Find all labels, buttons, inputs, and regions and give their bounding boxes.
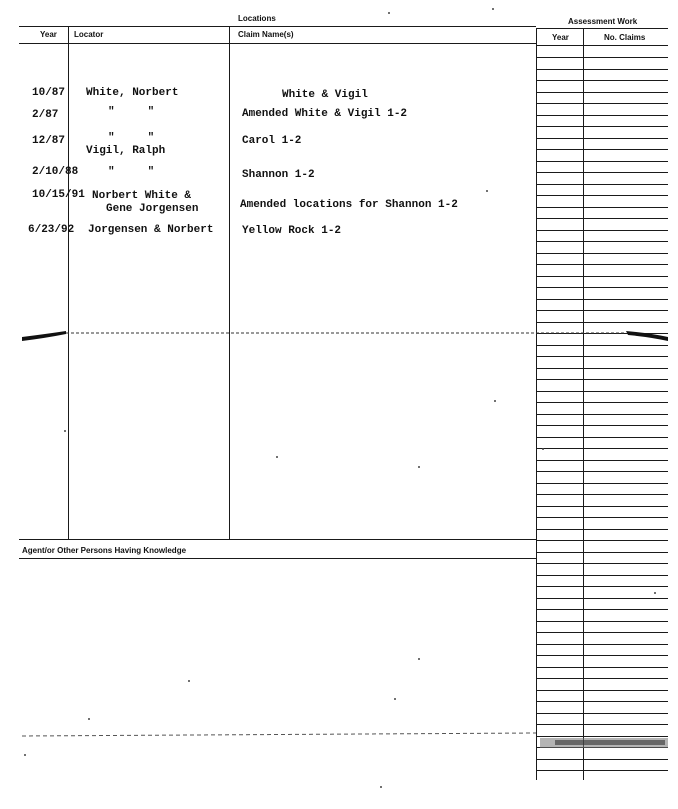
- aw-row-rule: [536, 241, 668, 242]
- aw-row-rule: [536, 322, 668, 323]
- scan-speck: [64, 430, 66, 432]
- scan-speck: [188, 680, 190, 682]
- scan-speck: [418, 658, 420, 660]
- aw-row-rule: [536, 287, 668, 288]
- assessment-work-header: Assessment Work: [568, 17, 638, 26]
- aw-header-top-rule: [536, 28, 668, 29]
- aw-row-rule: [536, 69, 668, 70]
- header-bottom-rule: [19, 43, 536, 44]
- entry-locator: Norbert White &: [92, 190, 192, 202]
- scan-speck: [494, 400, 496, 402]
- locations-bottom-rule: [19, 539, 536, 540]
- noise-band-2: [555, 740, 665, 745]
- entry-claim: Shannon 1-2: [242, 169, 315, 181]
- aw-row-rule: [536, 333, 668, 334]
- entry-locator: Jorgensen & Norbert: [88, 224, 214, 236]
- aw-row-rule: [536, 368, 668, 369]
- locator-column-header: Locator: [74, 30, 104, 39]
- aw-row-rule: [536, 161, 668, 162]
- locations-header: Locations: [238, 14, 276, 23]
- aw-row-rule: [536, 644, 668, 645]
- aw-row-rule: [536, 770, 668, 771]
- entry-claim: Amended White & Vigil 1-2: [242, 108, 408, 120]
- entry-locator-2: Gene Jorgensen: [106, 203, 199, 215]
- entry-claim: Amended locations for Shannon 1-2: [240, 199, 458, 211]
- agent-bottom-rule: [19, 558, 536, 559]
- aw-row-rule: [536, 126, 668, 127]
- entry-year: 2/10/88: [32, 166, 79, 178]
- aw-row-rule: [536, 540, 668, 541]
- aw-row-rule: [536, 736, 668, 737]
- aw-row-rule: [536, 690, 668, 691]
- aw-row-rule: [536, 138, 668, 139]
- aw-row-rule: [536, 184, 668, 185]
- aw-row-rule: [536, 195, 668, 196]
- aw-row-rule: [536, 471, 668, 472]
- aw-row-rule: [536, 552, 668, 553]
- aw-row-rule: [536, 379, 668, 380]
- entry-year: 12/87: [32, 135, 66, 147]
- aw-claims-column-header: No. Claims: [604, 33, 646, 42]
- aw-row-rule: [536, 425, 668, 426]
- aw-row-rule: [536, 701, 668, 702]
- aw-row-rule: [536, 517, 668, 518]
- aw-row-rule: [536, 609, 668, 610]
- aw-row-rule: [536, 345, 668, 346]
- scan-speck: [542, 448, 544, 450]
- scan-speck: [394, 698, 396, 700]
- entry-claim: Carol 1-2: [242, 135, 302, 147]
- aw-row-rule: [536, 57, 668, 58]
- aw-row-rule: [536, 667, 668, 668]
- scan-speck: [24, 754, 26, 756]
- entry-year: 6/23/92: [28, 224, 75, 236]
- aw-row-rule: [536, 759, 668, 760]
- aw-row-rule: [536, 575, 668, 576]
- scan-speck: [388, 12, 390, 14]
- scan-speck: [654, 592, 656, 594]
- aw-row-rule: [536, 655, 668, 656]
- entry-claim: Yellow Rock 1-2: [242, 225, 342, 237]
- aw-row-rule: [536, 586, 668, 587]
- aw-row-rule: [536, 632, 668, 633]
- aw-row-rule: [536, 724, 668, 725]
- entry-locator: White, Norbert: [86, 87, 179, 99]
- aw-row-rule: [536, 414, 668, 415]
- aw-row-rule: [536, 747, 668, 748]
- aw-header-bottom-rule: [536, 45, 668, 46]
- bottom-dash-line: [22, 733, 536, 736]
- aw-row-rule: [536, 356, 668, 357]
- header-top-rule: [19, 26, 536, 27]
- aw-row-rule: [536, 115, 668, 116]
- aw-row-rule: [536, 391, 668, 392]
- aw-row-rule: [536, 713, 668, 714]
- agent-label: Agent/or Other Persons Having Knowledge: [22, 546, 187, 555]
- aw-row-rule: [536, 149, 668, 150]
- aw-row-rule: [536, 80, 668, 81]
- aw-row-rule: [536, 678, 668, 679]
- scan-speck: [276, 456, 278, 458]
- aw-row-rule: [536, 310, 668, 311]
- aw-year-column-header: Year: [552, 33, 569, 42]
- entry-locator-2: Vigil, Ralph: [86, 145, 166, 157]
- aw-row-rule: [536, 494, 668, 495]
- aw-row-rule: [536, 448, 668, 449]
- aw-row-rule: [536, 92, 668, 93]
- year-locator-divider: [68, 26, 69, 539]
- aw-row-rule: [536, 460, 668, 461]
- scan-speck: [380, 786, 382, 788]
- entry-year: 10/15/91: [32, 189, 85, 201]
- entry-year: 10/87: [32, 87, 66, 99]
- locator-claim-divider: [229, 26, 230, 539]
- aw-row-rule: [536, 172, 668, 173]
- scan-speck: [486, 190, 488, 192]
- aw-row-rule: [536, 598, 668, 599]
- aw-row-rule: [536, 563, 668, 564]
- aw-row-rule: [536, 437, 668, 438]
- entry-locator: " ": [108, 132, 155, 144]
- aw-row-rule: [536, 402, 668, 403]
- entry-year: 2/87: [32, 109, 59, 121]
- entry-claim: White & Vigil: [282, 89, 368, 101]
- entry-locator: " ": [108, 166, 155, 178]
- entry-locator: " ": [108, 106, 155, 118]
- aw-row-rule: [536, 103, 668, 104]
- aw-row-rule: [536, 276, 668, 277]
- claim-names-column-header: Claim Name(s): [238, 30, 294, 39]
- scan-speck: [418, 466, 420, 468]
- aw-row-rule: [536, 230, 668, 231]
- aw-row-rule: [536, 483, 668, 484]
- left-fold-mark: [22, 331, 66, 341]
- year-column-header: Year: [40, 30, 57, 39]
- aw-row-rule: [536, 218, 668, 219]
- aw-row-rule: [536, 299, 668, 300]
- aw-row-rule: [536, 207, 668, 208]
- aw-row-rule: [536, 621, 668, 622]
- aw-row-rule: [536, 253, 668, 254]
- aw-row-rule: [536, 264, 668, 265]
- scan-speck: [492, 8, 494, 10]
- aw-row-rule: [536, 529, 668, 530]
- scan-speck: [88, 718, 90, 720]
- aw-row-rule: [536, 506, 668, 507]
